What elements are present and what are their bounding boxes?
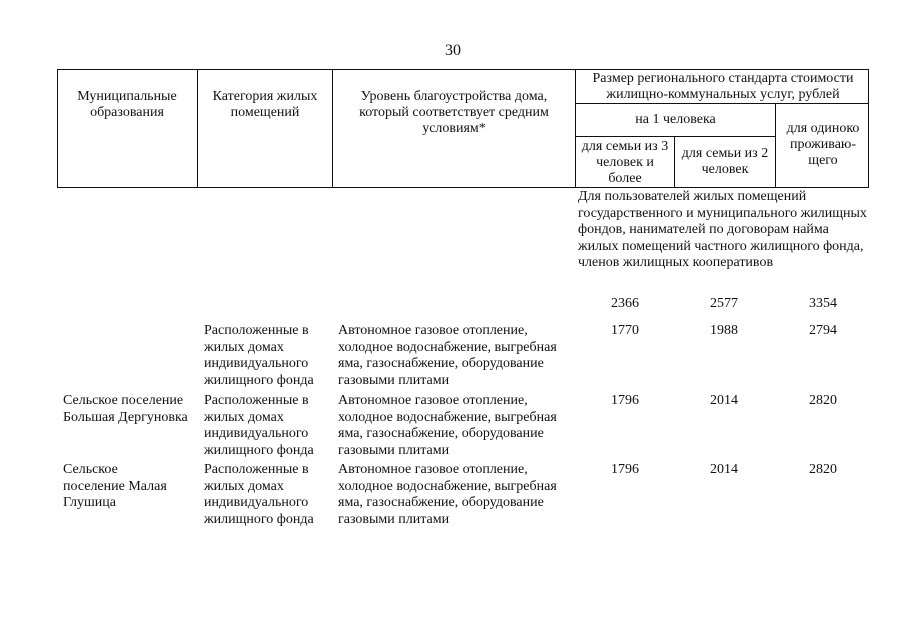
total-single: 3354 [809, 296, 837, 311]
header-level: Уровень благоустройства дома, который соответствует средним условиям* [359, 89, 549, 136]
row-3-single: 2820 [809, 462, 837, 477]
row-2-category: Расположенные в жилых домах индивидуального жилищного фонда [204, 393, 314, 458]
row-3-category: Расположенные в жилых домах индивидуального жилищного фонда [204, 462, 314, 527]
header-divider-1 [197, 69, 198, 188]
row-1-single: 2794 [809, 323, 837, 338]
row-1-category: Расположенные в жилых домах индивидуального жилищного фонда [204, 323, 314, 388]
row-1-level: Автономное газовое отопление, холодное водоснабжение, выгребная яма, газоснабжение, оборудование газовыми плитами [338, 323, 557, 388]
header-single: для одиноко проживаю-щего [786, 121, 860, 168]
header-family2: для семьи из 2 человек [681, 146, 769, 177]
total-family3: 2366 [611, 296, 639, 311]
note-text: Для пользователей жилых помещений государственного и муниципального жилищных фондов, нанимателей по договорам найма жилых помещений частного жилищного фонда, членов жилищных кооперативов [578, 189, 867, 270]
row-1-family3: 1770 [611, 323, 639, 338]
header-col-divider-5 [674, 136, 675, 188]
row-1-family2: 1988 [710, 323, 738, 338]
header-sub-divider-1 [575, 103, 869, 104]
row-2-single: 2820 [809, 393, 837, 408]
header-right-border [868, 69, 869, 188]
header-family3: для семьи из 3 человек и более [581, 139, 669, 186]
total-family2: 2577 [710, 296, 738, 311]
row-2-family2: 2014 [710, 393, 738, 408]
header-standard: Размер регионального стандарта стоимости жилищно-коммунальных услуг, рублей [592, 71, 854, 102]
row-3-municipality: Сельское поселение Малая Глушица [63, 462, 167, 510]
header-top-border [57, 69, 869, 70]
header-per-person: на 1 человека [635, 112, 716, 127]
header-bottom-border [57, 187, 869, 188]
row-2-family3: 1796 [611, 393, 639, 408]
page-number: 30 [445, 42, 461, 59]
row-3-family2: 2014 [710, 462, 738, 477]
row-3-level: Автономное газовое отопление, холодное водоснабжение, выгребная яма, газоснабжение, оборудование газовыми плитами [338, 462, 557, 527]
header-divider-2 [332, 69, 333, 188]
row-3-family3: 1796 [611, 462, 639, 477]
header-municipality: Муниципальные образования [77, 89, 177, 120]
header-left-border [57, 69, 58, 188]
row-2-level: Автономное газовое отопление, холодное водоснабжение, выгребная яма, газоснабжение, оборудование газовыми плитами [338, 393, 557, 458]
header-sub-divider-2 [575, 136, 775, 137]
header-category: Категория жилых помещений [212, 89, 318, 120]
row-2-municipality: Сельское поселение Большая Дергуновка [63, 393, 188, 425]
header-col-divider-4 [775, 103, 776, 188]
header-divider-3 [575, 69, 576, 188]
